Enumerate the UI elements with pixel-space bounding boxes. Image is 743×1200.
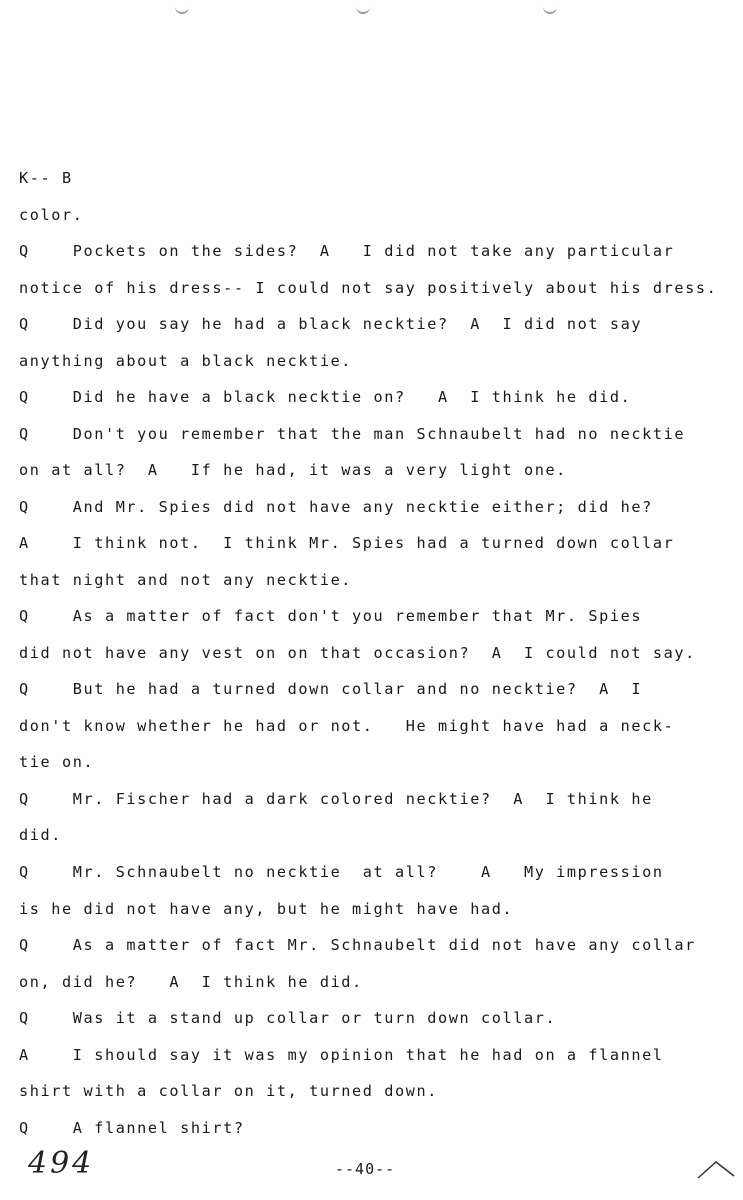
transcript-line: Q And Mr. Spies did not have any necktie either; did he? — [19, 498, 653, 516]
transcript-line: don't know whether he had or not. He might have had a neck- — [19, 717, 675, 735]
transcript-line: Q Mr. Schnaubelt no necktie at all? A My impression — [19, 863, 664, 881]
transcript-line: Q Did you say he had a black necktie? A I did not say — [19, 315, 643, 333]
transcript-line: Q But he had a turned down collar and no necktie? A I — [19, 680, 643, 698]
transcript-line: that night and not any necktie. — [19, 571, 353, 589]
pencil-mark-icon — [696, 1158, 736, 1180]
transcript-line: on, did he? A I think he did. — [19, 973, 363, 991]
transcript-line: Q A flannel shirt? — [19, 1119, 245, 1137]
transcript-line: Q Don't you remember that the man Schnaubelt had no necktie — [19, 425, 686, 443]
handwritten-page-number: 494 — [28, 1146, 95, 1181]
transcript-line: notice of his dress-- I could not say positively about his dress. — [19, 279, 718, 297]
punch-hole-mark — [356, 4, 370, 14]
transcript-line: did. — [19, 826, 62, 844]
transcript-line: is he did not have any, but he might have had. — [19, 900, 514, 918]
section-header: K-- B — [19, 169, 73, 187]
transcript-line: did not have any vest on on that occasion? A I could not say. — [19, 644, 696, 662]
transcript-line: color. — [19, 206, 84, 224]
transcript-line: shirt with a collar on it, turned down. — [19, 1082, 439, 1100]
transcript-line: anything about a black necktie. — [19, 352, 353, 370]
transcript-line: Q Pockets on the sides? A I did not take any particular — [19, 242, 675, 260]
transcript-line: Q Was it a stand up collar or turn down collar. — [19, 1009, 557, 1027]
transcript-line: Q Did he have a black necktie on? A I think he did. — [19, 388, 632, 406]
transcript-line: Q As a matter of fact don't you remember that Mr. Spies — [19, 607, 643, 625]
punch-hole-mark — [543, 4, 557, 14]
transcript-line: A I should say it was my opinion that he had on a flannel — [19, 1046, 664, 1064]
transcript-line: on at all? A If he had, it was a very light one. — [19, 461, 567, 479]
transcript-line: tie on. — [19, 753, 95, 771]
transcript-line: A I think not. I think Mr. Spies had a turned down collar — [19, 534, 675, 552]
punch-hole-mark — [175, 4, 189, 14]
page-number: --40-- — [335, 1160, 396, 1178]
transcript-line: Q Mr. Fischer had a dark colored necktie? A I think he — [19, 790, 653, 808]
transcript-line: Q As a matter of fact Mr. Schnaubelt did not have any collar — [19, 936, 696, 954]
